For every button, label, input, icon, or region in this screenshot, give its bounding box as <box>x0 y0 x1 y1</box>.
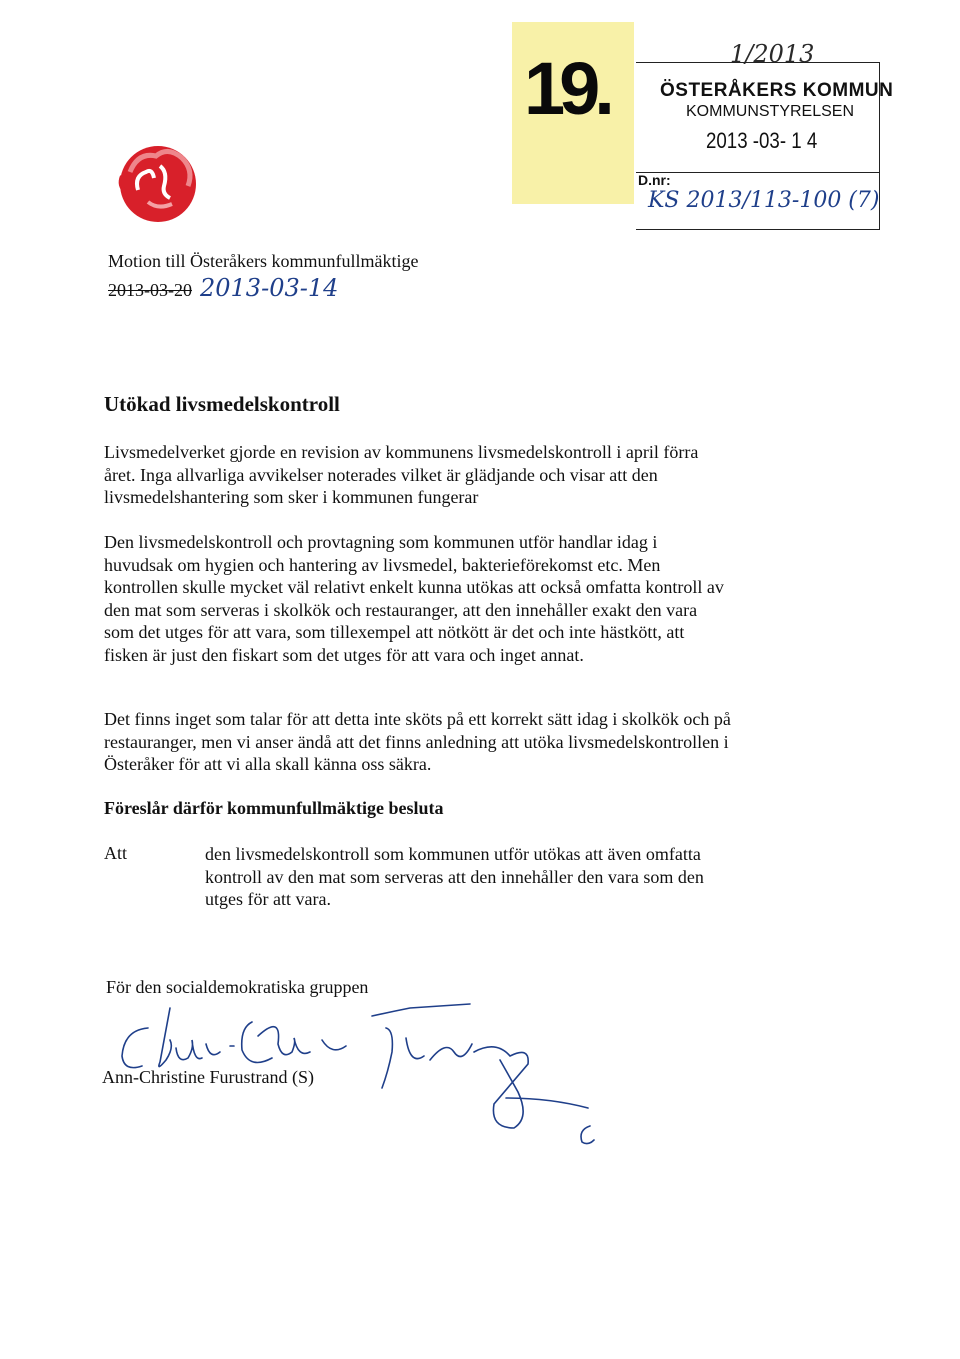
signature-group: För den socialdemokratiska gruppen <box>106 977 369 997</box>
paragraph-2: Den livsmedelskontroll och provtagning som kommunen utför handlar idag i huvudsak om hygien och hantering av livsmedel, bakterieförekomst etc. Men kontrollen skulle mycket väl relativt enkelt kunna utökas att också omfatta kontroll av den mat som serveras i skolkök och restauranger, att den innehåller exakt den vara som det utges för att vara, som tillexempel att nötkött är det och inte hästkött, att fisken är just den fiskart som det utges för att vara och inget annat. <box>104 532 724 665</box>
paragraph-1: Livsmedelverket gjorde en revision av kommunens livsmedelskontroll i april förra året. Inga allvarliga avvikelser noterades vilket är glädjande och visar att den livsmedelshantering som sker i kommunen fungerar <box>104 442 699 507</box>
proposal-heading: Föreslår därför kommunfullmäktige besluta <box>104 798 444 818</box>
stamp-dnr-label: D.nr: <box>638 172 671 188</box>
struck-date: 2013-03-20 <box>108 280 192 300</box>
signer-name: Ann-Christine Furustrand (S) <box>102 1067 314 1087</box>
att-label: Att <box>104 843 128 863</box>
motion-heading: Motion till Österåkers kommunfullmäktige <box>108 251 419 271</box>
motion-date-row <box>108 274 338 302</box>
stamp-date: 2013 -03- 1 4 <box>706 128 818 153</box>
stamp-divider <box>636 172 880 173</box>
stamp-organization: ÖSTERÅKERS KOMMUN <box>660 80 894 101</box>
stamp-dnr-handwritten: KS 2013/113-100 (7) <box>648 188 880 213</box>
stamp-department: KOMMUNSTYRELSEN <box>686 103 855 120</box>
sticky-note-number: 19. <box>524 47 609 130</box>
att-text: den livsmedelskontroll som kommunen utför utökas att även omfatta kontroll av den mat som serveras att den innehåller den vara som den utges för att vara. <box>205 844 704 909</box>
paragraph-3: Det finns inget som talar för att detta inte sköts på ett korrekt sätt idag i skolkök och på restauranger, men vi anser ändå att det finns anledning att utöka livsmedelskontrollen i Österåker för att vi alla skall känna oss säkra. <box>104 709 731 774</box>
handwritten-date: 2013-03-14 <box>200 274 339 302</box>
document-title: Utökad livsmedelskontroll <box>104 392 340 416</box>
rose-logo-icon <box>108 132 208 232</box>
stamp-handwritten-ref: 1/2013 <box>730 40 815 68</box>
